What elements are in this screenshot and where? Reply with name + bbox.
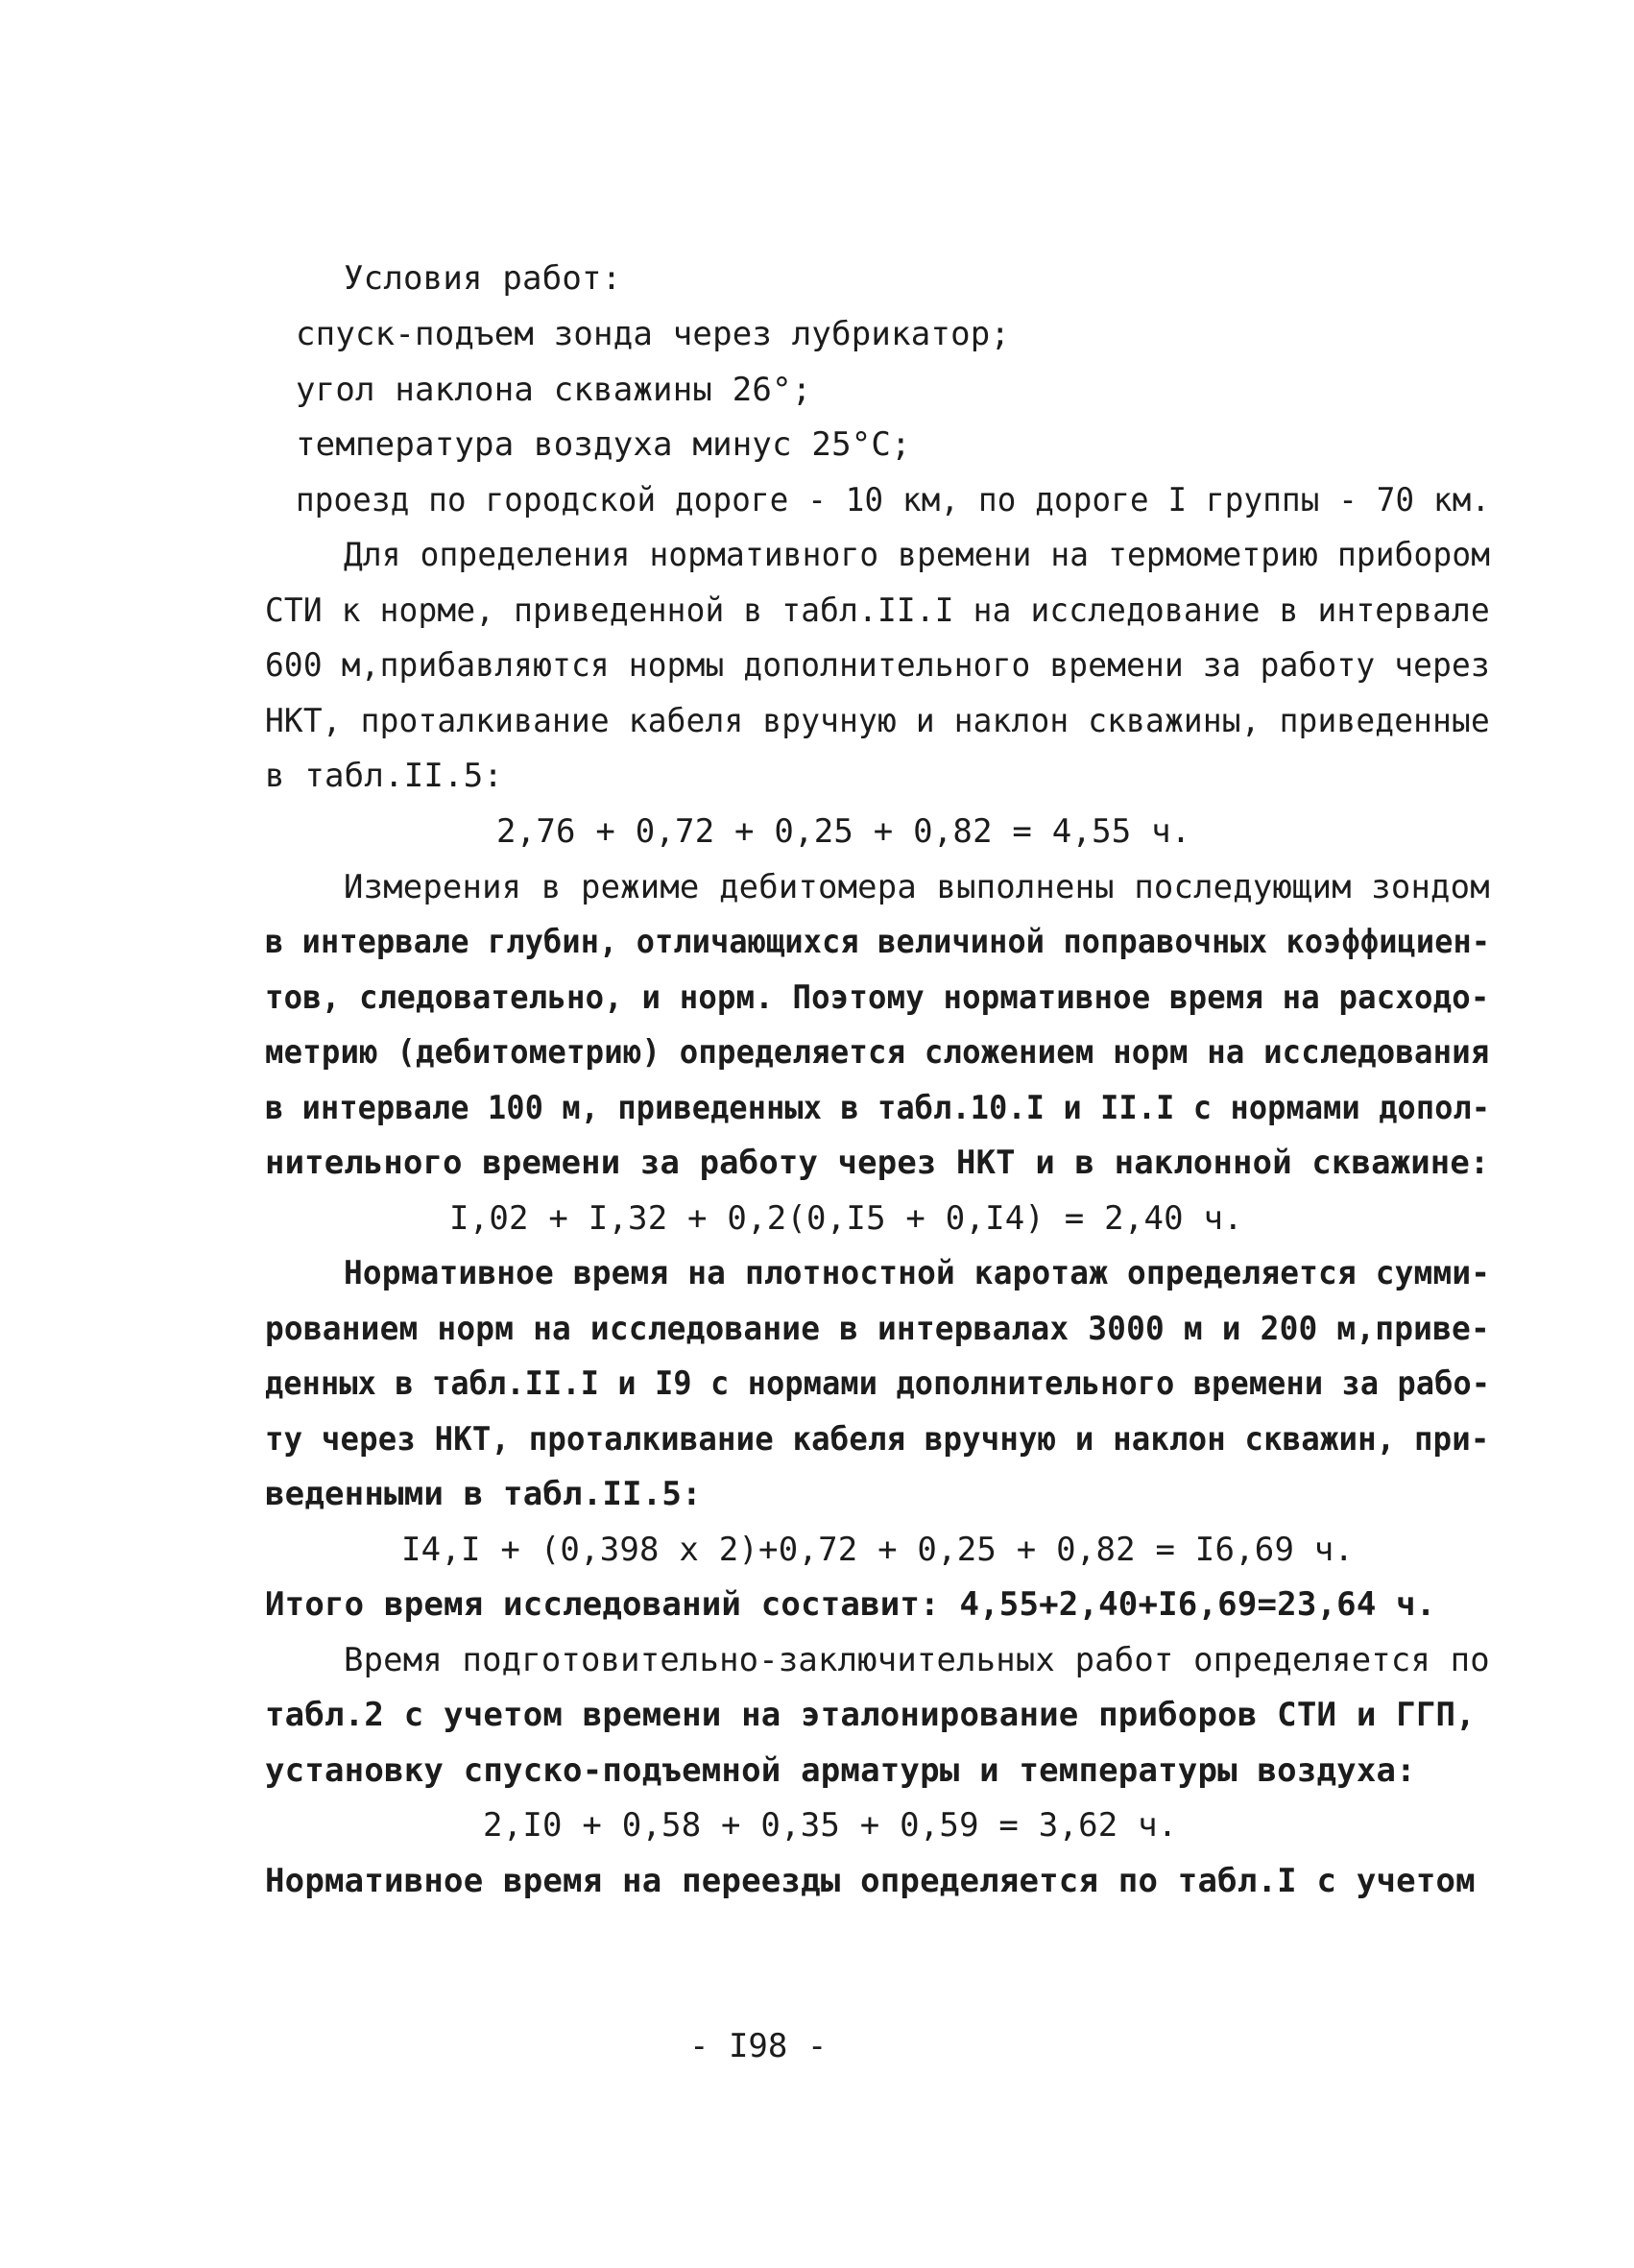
paragraph-line: Время подготовительно-заключительных работ определяется по xyxy=(344,1641,1490,1679)
formula: 2,I0 + 0,58 + 0,35 + 0,59 = 3,62 ч. xyxy=(483,1806,1178,1845)
paragraph-line: Для определения нормативного времени на термометрию прибором xyxy=(344,536,1491,574)
paragraph-line: нительного времени за работу через НКТ и в наклонной скважине: xyxy=(265,1144,1490,1182)
paragraph-line: веденными в табл.II.5: xyxy=(265,1475,702,1513)
paragraph-line: в табл.II.5: xyxy=(265,757,504,795)
conditions-heading: Условия работ: xyxy=(344,259,622,298)
paragraph-line: НКТ, проталкивание кабеля вручную и наклон скважины, приведенные xyxy=(265,702,1490,740)
paragraph-line: в интервале 100 м, приведенных в табл.10.I и II.I с нормами допол- xyxy=(265,1089,1491,1127)
paragraph-line: Нормативное время на плотностной каротаж определяется сумми- xyxy=(344,1254,1491,1292)
page-number: - I98 - xyxy=(689,2027,828,2065)
paragraph-line: Нормативное время на переезды определяется по табл.I с учетом xyxy=(265,1862,1476,1900)
condition-item: проезд по городской дороге - 10 км, по дороге I группы - 70 км. xyxy=(296,481,1491,519)
formula: I4,I + (0,398 x 2)+0,72 + 0,25 + 0,82 = I6,69 ч. xyxy=(401,1531,1355,1569)
total-line: Итого время исследований составит: 4,55+2,40+I6,69=23,64 ч. xyxy=(265,1585,1436,1624)
condition-item: угол наклона скважины 26°; xyxy=(296,371,812,409)
paragraph-line: денных в табл.II.I и I9 с нормами дополнительного времени за рабо- xyxy=(265,1364,1491,1403)
formula: 2,76 + 0,72 + 0,25 + 0,82 = 4,55 ч. xyxy=(496,812,1191,851)
paragraph-line: 600 м,прибавляются нормы дополнительного времени за работу через xyxy=(265,646,1490,685)
paragraph-line: рованием норм на исследование в интервалах 3000 м и 200 м,приве- xyxy=(265,1310,1490,1348)
condition-item: температура воздуха минус 25°С; xyxy=(296,425,911,464)
paragraph-line: Измерения в режиме дебитомера выполнены последующим зондом xyxy=(344,868,1490,906)
formula: I,02 + I,32 + 0,2(0,I5 + 0,I4) = 2,40 ч. xyxy=(449,1199,1243,1238)
paragraph-line: табл.2 с учетом времени на эталонирование приборов СТИ и ГГП, xyxy=(265,1696,1476,1734)
paragraph-line: в интервале глубин, отличающихся величиной поправочных коэффициен- xyxy=(265,923,1491,961)
paragraph-line: метрию (дебитометрию) определяется сложением норм на исследования xyxy=(265,1033,1490,1072)
paragraph-line: тов, следовательно, и норм. Поэтому нормативное время на расходо- xyxy=(265,978,1490,1017)
condition-item: спуск-подъем зонда через лубрикатор; xyxy=(296,315,1011,353)
paragraph-line: ту через НКТ, проталкивание кабеля вручную и наклон скважин, при- xyxy=(265,1420,1490,1459)
paragraph-line: СТИ к норме, приведенной в табл.II.I на исследование в интервале xyxy=(265,591,1490,630)
paragraph-line: установку спуско-подъемной арматуры и температуры воздуха: xyxy=(265,1751,1416,1790)
